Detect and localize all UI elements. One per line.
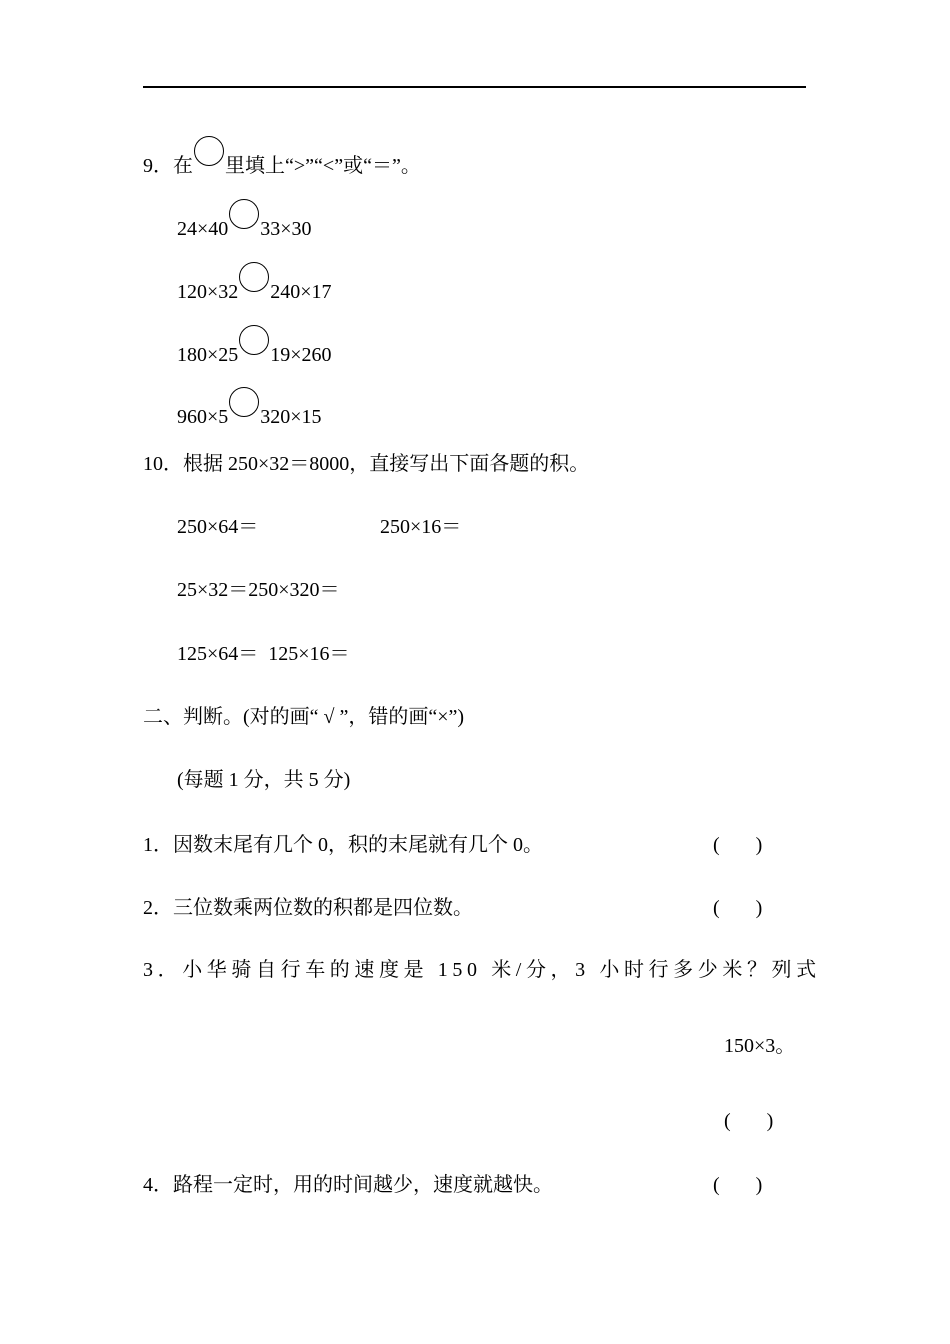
q9-item-left: 24×40 <box>177 218 229 240</box>
q9-item-right: 240×17 <box>270 281 332 303</box>
judge-item-1: 1．因数末尾有几个 0，积的末尾就有几个 0。 <box>143 834 543 856</box>
q9-item-right: 19×260 <box>270 344 332 366</box>
q9-number: 9． <box>143 155 173 177</box>
q9-item <box>177 262 332 304</box>
paren-close: ) <box>755 1174 763 1196</box>
q9-item-right: 33×30 <box>260 218 312 240</box>
q9-item-left: 120×32 <box>177 281 239 303</box>
q10-row1-b: 250×16＝ <box>380 516 462 538</box>
q9-item-left: 960×5 <box>177 406 229 428</box>
q10-row2: 25×32＝250×320＝ <box>177 579 340 601</box>
paren-open: ( <box>713 834 720 856</box>
header-rule <box>143 86 806 88</box>
section2-score: (每题 1 分，共 5 分) <box>177 769 351 791</box>
answer-parens[interactable] <box>724 1109 773 1133</box>
answer-parens[interactable] <box>713 833 762 857</box>
paren-close: ) <box>755 834 763 856</box>
paren-open: ( <box>713 897 720 919</box>
answer-circle[interactable] <box>229 199 259 229</box>
q9-prompt <box>143 136 421 178</box>
judge-item-2: 2．三位数乘两位数的积都是四位数。 <box>143 897 473 919</box>
judge-item-3: 3．小华骑自行车的速度是 150 米/分，3 小时行多少米？列式 <box>143 959 821 981</box>
q10-row1-a: 250×64＝ <box>177 516 259 538</box>
q9-item-left: 180×25 <box>177 344 239 366</box>
paren-close: ) <box>755 897 763 919</box>
paren-open: ( <box>713 1174 720 1196</box>
answer-circle[interactable] <box>229 387 259 417</box>
answer-parens[interactable] <box>713 896 762 920</box>
circle-icon <box>194 136 224 166</box>
q9-item <box>177 199 312 241</box>
q10-prompt: 10．根据 250×32＝8000，直接写出下面各题的积。 <box>143 453 590 475</box>
judge-item-3-continuation: 150×3。 <box>724 1035 796 1057</box>
answer-circle[interactable] <box>239 262 269 292</box>
q9-prompt-before: 在 <box>173 155 193 177</box>
paren-close: ) <box>766 1110 774 1132</box>
q9-item <box>177 387 322 429</box>
section2-title: 二、判断。(对的画“ √ ”，错的画“×”) <box>143 706 465 728</box>
q10-row3: 125×64＝ 125×16＝ <box>177 643 350 665</box>
paren-open: ( <box>724 1110 731 1132</box>
q9-item-right: 320×15 <box>260 406 322 428</box>
answer-parens[interactable] <box>713 1173 762 1197</box>
answer-circle[interactable] <box>239 325 269 355</box>
judge-item-4: 4．路程一定时，用的时间越少，速度就越快。 <box>143 1174 553 1196</box>
q9-item <box>177 325 332 367</box>
q9-prompt-after: 里填上“>”“<”或“＝”。 <box>225 155 421 177</box>
